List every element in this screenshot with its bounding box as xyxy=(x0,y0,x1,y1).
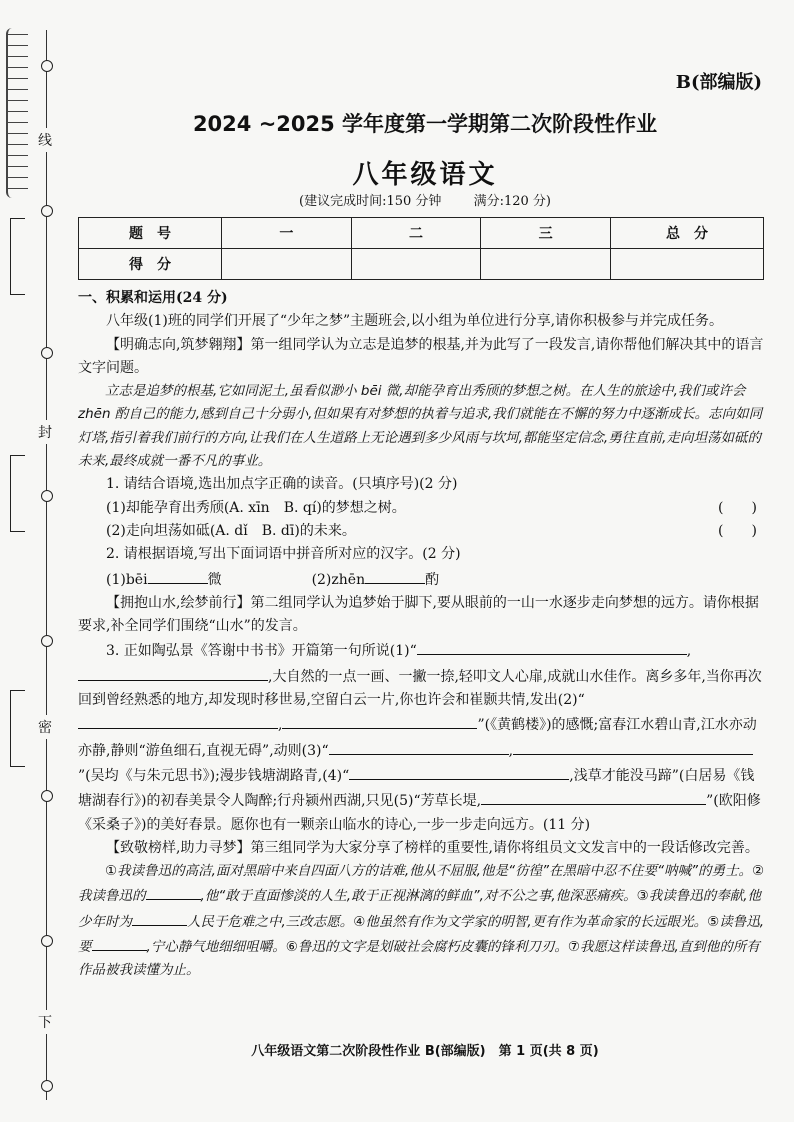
score-cell[interactable] xyxy=(222,249,352,280)
binding-hole xyxy=(41,205,53,217)
question-1-2 xyxy=(78,520,766,543)
q3-text: ,浅草才能没马蹄”(白居易《钱塘湖春行》)的初春美景令人陶醉;行舟颍州西湖,只见(5)“芳草长堤, xyxy=(78,767,755,810)
word-suffix: 酌 xyxy=(425,571,440,588)
binding-hole xyxy=(41,490,53,502)
answer-blank[interactable] xyxy=(329,738,509,755)
answer-paren[interactable]: ( ) xyxy=(718,499,757,516)
passage-text: 人民于危难之中,三改志愿。④他虽然有作为文学家的明智,更有作为革命家的长远眼光。⑤读鲁迅,要 xyxy=(78,913,765,956)
answer-blank[interactable] xyxy=(349,763,569,780)
group2-heading: 【拥抱山水,绘梦前行】第二组同学认为追梦始于脚下,要从眼前的一山一水逐步走向梦想的远方。请你根据要求,补全同学们围绕“山水”的发言。 xyxy=(78,594,759,635)
score-cell[interactable] xyxy=(351,249,481,280)
answer-blank[interactable] xyxy=(365,567,425,584)
score-table-header-row xyxy=(79,218,764,249)
score-label: 得 分 xyxy=(79,249,222,280)
table-header: 总 分 xyxy=(611,218,764,249)
group1-passage: 立志是追梦的根基,它如同泥土,虽看似渺小 bēi 微,却能孕育出秀颀的梦想之树。在人生的旅途中,我们或许会 zhēn 酌自己的能力,感到自己十分弱小,但如果有对梦想的执着与追求,我们就能在不懈的努力中逐渐成长。志向如同灯塔,指引着我们前行的方向,让我们在人生道路上无论遇到多少风雨与坎坷,都能坚定信念,勇往直前,走向坦荡如砥的未来,最终成就一番不凡的事业。 xyxy=(78,383,763,470)
word-suffix: 微 xyxy=(207,571,222,588)
answer-blank[interactable] xyxy=(148,567,208,584)
answer-blank[interactable] xyxy=(513,738,753,755)
answer-blank[interactable] xyxy=(417,638,687,655)
question-1-2-text: (2)走向坦荡如砥(A. dǐ B. dī)的未来。 xyxy=(106,522,356,539)
exam-meta xyxy=(78,190,772,209)
question-1-1 xyxy=(78,497,766,520)
group1-heading: 【明确志向,筑梦翱翔】第一组同学认为立志是追梦的根基,并为此写了一段发言,请你帮他们解决其中的语言文字问题。 xyxy=(78,336,764,376)
binding-hole xyxy=(41,635,53,647)
table-header: 二 xyxy=(351,218,481,249)
answer-paren[interactable]: ( ) xyxy=(718,522,757,539)
binding-hole xyxy=(41,790,53,802)
q3-text: 3. 正如陶弘景《答谢中书书》开篇第一句所说(1)“ xyxy=(106,643,417,660)
score-table-row xyxy=(79,249,764,280)
binding-char: 下 xyxy=(38,1010,52,1034)
answer-blank[interactable] xyxy=(78,712,278,729)
binding-char: 密 xyxy=(38,715,52,739)
page-footer: 八年级语文第二次阶段性作业 B(部编版) 第 1 页(共 8 页) xyxy=(251,1044,599,1059)
subject-title: 八年级语文 xyxy=(352,160,498,190)
group3-heading: 【致敬榜样,助力寻梦】第三组同学为大家分享了榜样的重要性,请你将组员文文发言中的一段话修改完善。 xyxy=(106,839,759,856)
question-2: 2. 请根据语境,写出下面词语中拼音所对应的汉字。(2 分) xyxy=(106,546,461,563)
section-heading: 一、积累和运用(24 分) xyxy=(78,290,228,306)
binding-coil xyxy=(6,28,28,198)
question-2-items xyxy=(78,567,766,592)
passage-text: ①我读鲁迅的高洁,面对黑暗中来自四面八方的诘难,他从不屈服,他是“彷徨”在黑暗中忍不住要“呐喊”的勇士。②我读鲁迅的 xyxy=(78,863,765,905)
passage-text: ,他“敢于直面惨淡的人生,敢于正视淋漓的鲜血”,对不公之事,他深恶痛疾。③我读鲁迅的奉献,他少年时为 xyxy=(78,888,762,930)
question-1-1-text: (1)却能孕育出秀颀(A. xīn B. qí)的梦想之树。 xyxy=(106,499,406,516)
answer-blank[interactable] xyxy=(132,909,187,926)
binding-char: 封 xyxy=(38,420,52,444)
class-bracket xyxy=(10,455,25,532)
answer-blank[interactable] xyxy=(481,788,706,805)
answer-blank[interactable] xyxy=(146,883,201,900)
full-score: 满分:120 分) xyxy=(473,194,551,209)
exam-body xyxy=(78,287,766,983)
school-bracket xyxy=(10,690,25,767)
intro-paragraph: 八年级(1)班的同学们开展了“少年之梦”主题班会,以小组为单位进行分享,请你积极参与并完成任务。 xyxy=(106,313,724,330)
name-bracket xyxy=(10,218,25,295)
q3-text: ”(《黄鹤楼》)的感慨;富春江水碧山青,江水亦动亦静,静则“游鱼细石,直视无碍”,动则(3)“ xyxy=(78,717,757,759)
q3-text: ”(吴均《与朱元思书》);漫步钱塘湖路青,(4)“ xyxy=(78,767,350,784)
answer-blank[interactable] xyxy=(92,934,147,951)
binding-char: 线 xyxy=(38,128,52,152)
answer-blank[interactable] xyxy=(78,664,268,681)
q3-text: ”(欧阳修《采桑子》)的美好春景。愿你也有一颗亲山临水的诗心,一步一步走向远方。(11 分) xyxy=(78,793,761,833)
pinyin-bei: (1)bēi xyxy=(106,571,148,588)
q3-text: ,大自然的一点一画、一撇一捺,轻叩文人心扉,成就山水佳作。离乡多年,当你再次回到曾经熟悉的地方,却发现时移世易,空留白云一片,你也许会和崔颢共情,发出(2)“ xyxy=(78,668,762,709)
table-header: 题 号 xyxy=(79,218,222,249)
binding-margin xyxy=(0,0,68,1122)
score-cell[interactable] xyxy=(611,249,764,280)
question-1: 1. 请结合语境,选出加点字正确的读音。(只填序号)(2 分) xyxy=(106,476,458,493)
table-header: 一 xyxy=(222,218,352,249)
pinyin-zhen: (2)zhēn xyxy=(311,571,366,588)
passage-text: ,宁心静气地细细咀嚼。⑥鲁迅的文字是划破社会腐朽皮囊的锋利刀刃。⑦我愿这样读鲁迅,直到他的所有作品被我读懂为止。 xyxy=(78,939,760,979)
score-cell[interactable] xyxy=(481,249,611,280)
binding-hole xyxy=(41,60,53,72)
score-table xyxy=(78,217,764,280)
exam-title: 2024 ~2025 学年度第一学期第二次阶段性作业 xyxy=(192,112,658,136)
group3-passage xyxy=(78,860,766,982)
edition-label: B(部编版) xyxy=(675,72,762,93)
table-header: 三 xyxy=(481,218,611,249)
binding-hole xyxy=(41,935,53,947)
binding-hole xyxy=(41,1080,53,1092)
answer-blank[interactable] xyxy=(282,712,477,729)
binding-hole xyxy=(41,347,53,359)
time-limit: (建议完成时间:150 分钟 xyxy=(299,194,442,209)
question-3: 3. 正如陶弘景《答谢中书书》开篇第一句所说(1)“ ,,大自然的一点一画、一撇一捺,轻叩文人心扉,成就山水佳作。离乡多年,当你再次回到曾经熟悉的地方,却发现时移世易,空留白云一片,你也许会和崔颢共情,发出(2)“, ”(《黄鹤楼》)的感慨;富春江水碧山青,江水亦动亦静,静则“游鱼细石,直视无碍”,动则(3)“ ,”(吴均《与朱元思书》);漫步钱塘湖路青,(4)“ ,浅草才能没马蹄”(白居易《钱塘湖春行》)的初春美景令人陶醉;行舟颍州西湖,只见(5)“芳草长堤, ”(欧阳修《采桑子》)的美好春景。愿你也有一颗亲山临水的诗心,一步一步走向远方。(11 分) xyxy=(78,638,766,836)
